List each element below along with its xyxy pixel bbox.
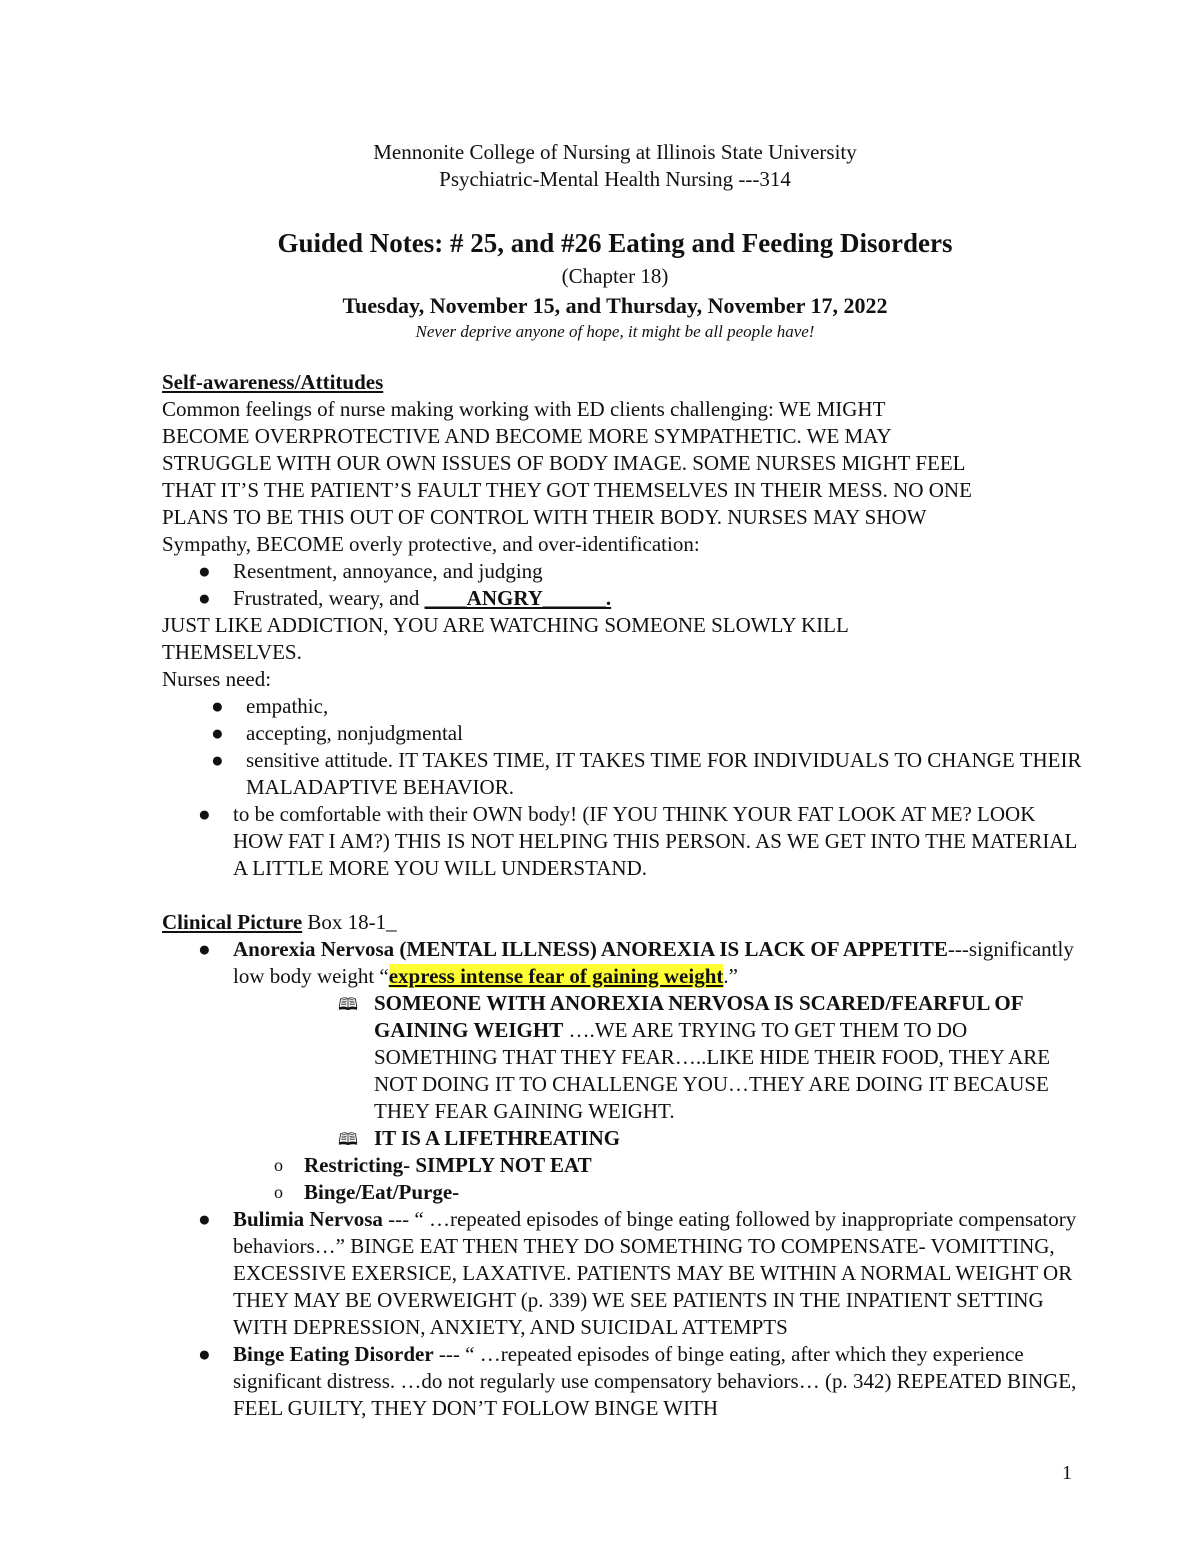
addiction-line-1: JUST LIKE ADDICTION, YOU ARE WATCHING SOMEONE SLOWLY KILL (162, 613, 849, 637)
self-awareness-line-4: THAT IT’S THE PATIENT’S FAULT THEY GOT THEMSELVES IN THEIR MESS. NO ONE (162, 478, 972, 502)
list-item: ● to be comfortable with their OWN body! (IF YOU THINK YOUR FAT LOOK AT ME? LOOK HOW FAT I AM?) THIS IS NOT HELPING THIS PERSON. AS WE GET INTO THE MATERIAL A LITTLE MORE YOU WILL UNDERSTAND. (198, 802, 1077, 880)
needs-list (162, 693, 1082, 882)
bullet-icon: ● (211, 721, 224, 745)
document-header (0, 139, 1200, 343)
chapter-line: (Chapter 18) (561, 264, 669, 288)
clinical-picture-line: Clinical Picture Box 18-1_ (162, 910, 397, 934)
course-line: Psychiatric-Mental Health Nursing ---314 (439, 167, 791, 191)
dates-line: Tuesday, November 15, and Thursday, November 17, 2022 (342, 293, 888, 318)
bullet-icon: ● (198, 802, 211, 826)
list-item: 🕮 SOMEONE WITH ANOREXIA NERVOSA IS SCARED/FEARFUL OF GAINING WEIGHT ….WE ARE TRYING TO GET THEM TO DO SOMETHING THAT THEY FEAR…..LIKE HIDE THEIR FOOD, THEY ARE NOT DOING IT TO CHALLENGE YOU…THEY ARE DOING IT BECAUSE THEY FEAR GAINING WEIGHT. (338, 991, 1051, 1123)
list-item: ● empathic, (211, 694, 329, 718)
institution-line: Mennonite College of Nursing at Illinois State University (373, 140, 857, 164)
book-icon: 🕮 (338, 995, 359, 1014)
self-awareness-line-6: Sympathy, BECOME overly protective, and over-identification: (162, 532, 700, 556)
self-awareness-line-1: Common feelings of nurse making working with ED clients challenging: WE MIGHT (162, 397, 886, 421)
list-item: o Binge/Eat/Purge- (274, 1180, 460, 1204)
self-awareness-heading: Self-awareness/Attitudes (162, 370, 384, 394)
self-awareness-line-3: STRUGGLE WITH OUR OWN ISSUES OF BODY IMAGE. SOME NURSES MIGHT FEEL (162, 451, 966, 475)
list-item: ● Bulimia Nervosa --- “ …repeated episodes of binge eating followed by inappropriate compensatory behaviors…” BINGE EAT THEN THEY DO SOMETHING TO COMPENSATE- VOMITTING, EXCESSIVE EXERSICE, LAXATIVE. PATIENTS MAY BE WITHIN A NORMAL WEIGHT OR THEY MAY BE OVERWEIGHT (p. 339) WE SEE PATIENTS IN THE INPATIENT SETTING WITH DEPRESSION, ANXIETY, AND SUICIDAL ATTEMPTS (198, 1207, 1077, 1339)
list-item: ● Binge Eating Disorder --- “ …repeated episodes of binge eating, after which they experience significant distress. …do not regularly use compensatory behaviors… (p. 342) REPEATED BINGE, FEEL GUILTY, THEY DON’T FOLLOW BINGE WITH (198, 1342, 1077, 1420)
clinical-list (162, 936, 1082, 1422)
bullet-icon: ● (198, 586, 211, 610)
bullet-icon: ● (198, 937, 211, 961)
bullet-icon: ● (211, 694, 224, 718)
list-item: 🕮 IT IS A LIFETHREATING (162, 1125, 1082, 1152)
feelings-list (162, 558, 1082, 612)
self-awareness-line-5: PLANS TO BE THIS OUT OF CONTROL WITH THEIR BODY. NURSES MAY SHOW (162, 505, 927, 529)
clinical-picture-heading: Clinical Picture (162, 910, 303, 934)
nurses-need-label: Nurses need: (162, 667, 272, 691)
list-item: ● Frustrated, weary, and ____ANGRY______. (198, 586, 612, 610)
quote-line: Never deprive anyone of hope, it might be all people have! (415, 322, 815, 341)
highlighted-text: express intense fear of gaining weight (388, 964, 724, 988)
list-item: ● Anorexia Nervosa (MENTAL ILLNESS) ANOREXIA IS LACK OF APPETITE---significantly low body weight “express intense fear of gaining weight.” (198, 937, 1074, 988)
bullet-icon: ● (198, 559, 211, 583)
self-awareness-line-2: BECOME OVERPROTECTIVE AND BECOME MORE SYMPATHETIC. WE MAY (162, 424, 892, 448)
circle-bullet-icon: o (274, 1182, 283, 1202)
book-icon: 🕮 (338, 1130, 359, 1149)
list-item: o Restricting- SIMPLY NOT EAT (274, 1153, 592, 1177)
angry-blank: ____ANGRY______. (424, 586, 612, 610)
list-item: ● accepting, nonjudgmental (211, 721, 463, 745)
main-content (162, 369, 1082, 1422)
list-item: ● Resentment, annoyance, and judging (198, 559, 543, 583)
page-number: 1 (1062, 1462, 1072, 1484)
addiction-line-2: THEMSELVES. (162, 640, 302, 664)
bullet-icon: ● (198, 1207, 211, 1231)
bullet-icon: ● (198, 1342, 211, 1366)
bullet-icon: ● (211, 748, 224, 772)
circle-bullet-icon: o (274, 1155, 283, 1175)
document-title: Guided Notes: # 25, and #26 Eating and Feeding Disorders (277, 228, 953, 258)
list-item: ● sensitive attitude. IT TAKES TIME, IT TAKES TIME FOR INDIVIDUALS TO CHANGE THEIR MALADAPTIVE BEHAVIOR. (211, 748, 1082, 799)
